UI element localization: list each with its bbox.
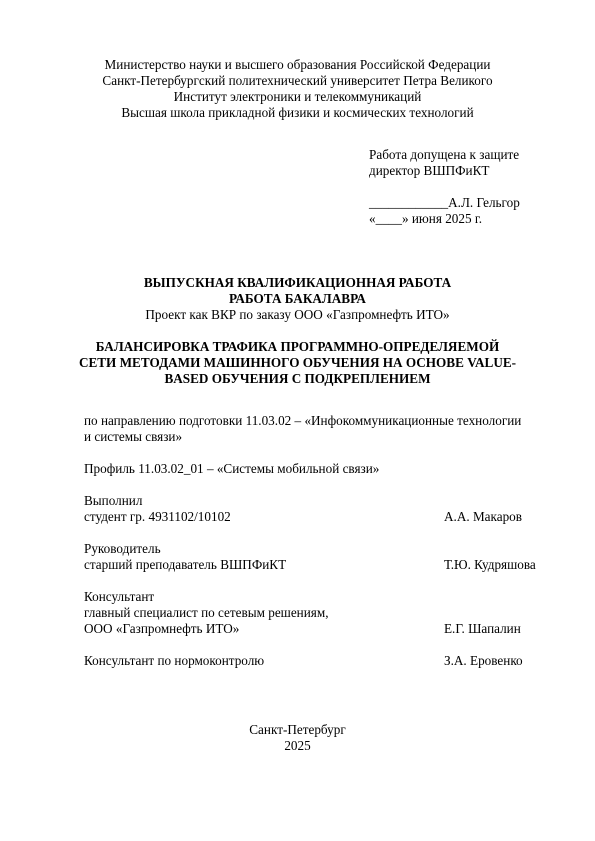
- approval-line2: директор ВШПФиКТ: [369, 163, 490, 178]
- title-line-1: БАЛАНСИРОВКА ТРАФИКА ПРОГРАММНО-ОПРЕДЕЛЯЕМОЙ: [95, 339, 500, 354]
- supervisor-label: Руководитель: [84, 541, 161, 556]
- performer-name: А.А. Макаров: [444, 509, 522, 524]
- title-line-2: СЕТИ МЕТОДАМИ МАШИННОГО ОБУЧЕНИЯ НА ОСНОВЕ VALUE-: [78, 355, 517, 370]
- performer-role: студент гр. 4931102/10102: [84, 509, 231, 524]
- norm-control-name: З.А. Еровенко: [444, 653, 523, 668]
- institute-line: Институт электроники и телекоммуникаций: [173, 89, 422, 104]
- footer-year: 2025: [284, 738, 311, 753]
- direction-line1: по направлению подготовки 11.03.02 – «Инфокоммуникационные технологии: [84, 413, 522, 428]
- direction-line2: и системы связи»: [84, 429, 183, 444]
- profile-line: Профиль 11.03.02_01 – «Системы мобильной связи»: [84, 461, 380, 476]
- university-line: Санкт-Петербургский политехнический университет Петра Великого: [102, 73, 493, 88]
- approval-date: «____» июня 2025 г.: [369, 211, 483, 226]
- consultant-role-1: главный специалист по сетевым решениям,: [84, 605, 329, 620]
- school-line: Высшая школа прикладной физики и космических технологий: [121, 105, 474, 120]
- consultant-role-2: ООО «Газпромнефть ИТО»: [84, 621, 240, 636]
- consultant-name: Е.Г. Шапалин: [444, 621, 521, 636]
- performer-label: Выполнил: [84, 493, 143, 508]
- supervisor-role: старший преподаватель ВШПФиКТ: [84, 557, 287, 572]
- project-line: Проект как ВКР по заказу ООО «Газпромнефть ИТО»: [145, 307, 450, 322]
- approval-line1: Работа допущена к защите: [369, 147, 520, 162]
- work-type: ВЫПУСКНАЯ КВАЛИФИКАЦИОННАЯ РАБОТА: [143, 275, 452, 290]
- consultant-label: Консультант: [84, 589, 155, 604]
- ministry-line: Министерство науки и высшего образования Российской Федерации: [104, 57, 491, 72]
- footer-city: Санкт-Петербург: [249, 722, 346, 737]
- approval-signature: ____________А.Л. Гельгор: [369, 195, 520, 210]
- work-subtype: РАБОТА БАКАЛАВРА: [229, 291, 366, 306]
- title-line-3: BASED ОБУЧЕНИЯ С ПОДКРЕПЛЕНИЕМ: [164, 371, 431, 386]
- norm-control-label: Консультант по нормоконтролю: [84, 653, 265, 668]
- supervisor-name: Т.Ю. Кудряшова: [444, 557, 536, 572]
